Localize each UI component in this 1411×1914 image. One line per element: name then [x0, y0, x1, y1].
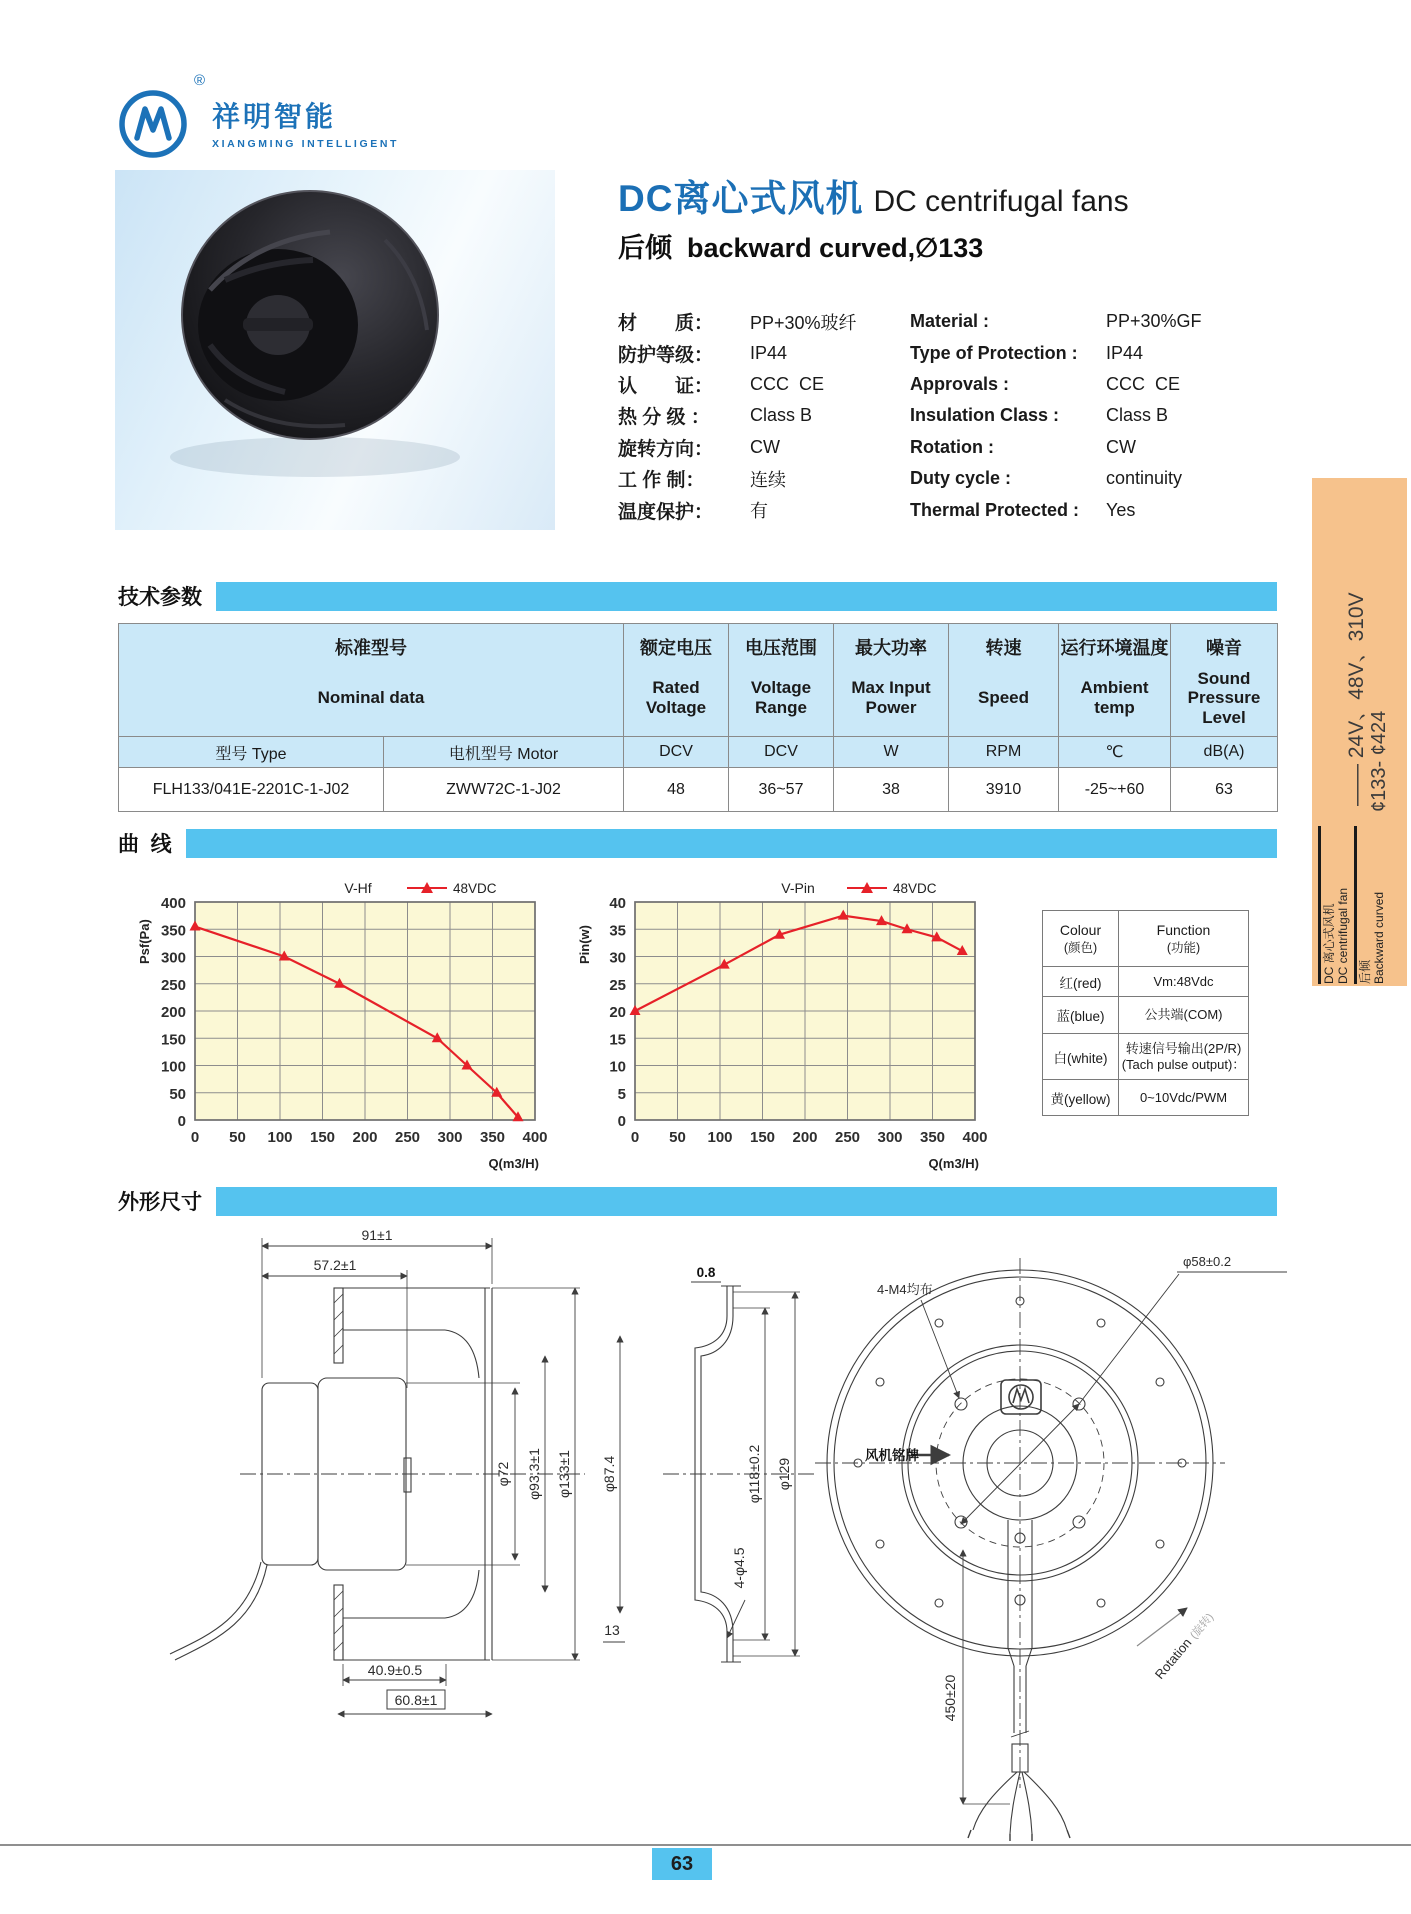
svg-text:35: 35 [609, 922, 626, 940]
cell-rated-voltage: 48 [624, 768, 729, 812]
svg-text:5: 5 [617, 1085, 626, 1103]
brand-name-cn: 祥明智能 [212, 100, 337, 132]
dim-dia-out: φ129 [776, 1457, 792, 1491]
brand-logo [112, 72, 412, 172]
dim-dia-bolt-circle: φ118±0.2 [746, 1444, 762, 1504]
svg-text:250: 250 [834, 1129, 861, 1146]
chart-v-hf [118, 872, 568, 1177]
svg-text:200: 200 [792, 1129, 818, 1146]
svg-text:100: 100 [160, 1058, 186, 1076]
dim-width-1: 40.9±0.5 [367, 1662, 423, 1678]
cell-noise: 63 [1171, 768, 1278, 812]
wire-row-red: 红(red) Vm:48Vdc [1043, 967, 1249, 997]
svg-text:Psf(Pa): Psf(Pa) [137, 919, 152, 964]
wire-table-header: Colour (颜色) Function (功能) [1043, 911, 1249, 967]
spec-list-cn [618, 306, 908, 526]
spec-row: 认 证： CCC CE [618, 373, 825, 397]
wire-colour-function-table [1042, 910, 1249, 1116]
svg-text:150: 150 [160, 1031, 186, 1049]
spec-row: 工 作 制： 连续 [618, 469, 786, 492]
fan-image [115, 170, 555, 530]
svg-text:50: 50 [169, 1085, 186, 1103]
cell-type: FLH133/041E-2201C-1-J02 [119, 768, 384, 812]
section-bar [216, 1187, 1277, 1216]
spec-row: 防护等级： IP44 [618, 342, 788, 366]
table-row [119, 768, 1278, 812]
svg-text:0: 0 [630, 1129, 640, 1146]
spec-row: Insulation Class : Class B [910, 405, 1169, 426]
section-bar [186, 829, 1277, 858]
section-curves: 曲 线 [118, 828, 1277, 858]
dim-dia-mid: φ93.3±1 [526, 1448, 542, 1500]
unit-row: 型号 Type 电机型号 Motor DCV DCV W RPM ℃ dB(A) [119, 737, 1278, 768]
registered-mark: ® [194, 72, 206, 89]
svg-text:48VDC: 48VDC [453, 881, 497, 896]
svg-text:0: 0 [190, 1129, 200, 1146]
chart-v-pin [558, 872, 1008, 1177]
svg-text:0: 0 [617, 1113, 626, 1130]
spec-row: 旋转方向： CW [618, 436, 780, 460]
wire-row-yellow: 黄(yellow) 0~10Vdc/PWM [1043, 1080, 1249, 1116]
spec-row: Type of Protection : IP44 [910, 342, 1144, 363]
page-title-cn: DC离心式风机 [618, 178, 864, 219]
spec-row: Duty cycle : continuity [910, 468, 1183, 489]
spec-row: 温度保护： 有 [618, 501, 768, 523]
svg-text:10: 10 [609, 1058, 626, 1076]
svg-text:400: 400 [160, 895, 186, 912]
cell-voltage-range: 36~57 [729, 768, 834, 812]
technical-parameters-table [118, 623, 1278, 812]
dim-thickness: 0.8 [696, 1265, 716, 1280]
title-block [618, 168, 1298, 265]
subtitle-en: backward curved,∅133 [687, 233, 984, 263]
svg-text:25: 25 [609, 976, 626, 994]
col-sound-pressure: 噪音 Sound Pressure Level [1171, 624, 1278, 737]
page-number-badge: 63 [652, 1848, 712, 1880]
side-tab-subcategory: 后倾 Backward curved [1354, 826, 1391, 984]
svg-text:V-Hf: V-Hf [344, 880, 372, 896]
dim-dia-hub: φ58±0.2 [1183, 1254, 1232, 1269]
svg-text:350: 350 [160, 922, 186, 940]
label-nameplate: 风机铭牌 [865, 1448, 919, 1463]
spec-row: Approvals : CCC CE [910, 373, 1181, 394]
col-max-input-power: 最大功率 Max Input Power [834, 624, 949, 737]
svg-text:150: 150 [309, 1129, 336, 1146]
svg-text:200: 200 [160, 1004, 186, 1021]
col-rated-voltage: 额定电压 Rated Voltage [624, 624, 729, 737]
svg-text:Q(m3/H): Q(m3/H) [928, 1156, 979, 1171]
dim-dia-outer: φ133±1 [556, 1450, 572, 1498]
col-ambient-temp: 运行环境温度 Ambient temp [1059, 624, 1171, 737]
spec-row: Rotation : CW [910, 436, 1136, 457]
dim-holes: 4-φ4.5 [731, 1547, 747, 1589]
svg-text:150: 150 [749, 1129, 776, 1146]
side-tab-category: DC 离心式风机 DC centrifugal fan [1318, 826, 1355, 984]
product-photo [115, 170, 555, 530]
svg-text:350: 350 [919, 1129, 946, 1146]
svg-text:V-Pin: V-Pin [781, 880, 815, 896]
side-tab-diameters: ¢133- ¢424 [1368, 710, 1390, 812]
svg-text:400: 400 [522, 1129, 548, 1146]
col-voltage-range: 电压范围 Voltage Range [729, 624, 834, 737]
svg-text:250: 250 [394, 1129, 421, 1146]
svg-text:350: 350 [479, 1129, 506, 1146]
svg-text:Pin(w): Pin(w) [577, 925, 592, 964]
subtitle-cn: 后倾 [618, 233, 672, 263]
svg-text:50: 50 [669, 1129, 686, 1146]
spec-row: 热 分 级 ： Class B [618, 405, 813, 429]
dim-width-2: 60.8±1 [394, 1692, 438, 1708]
cell-max-power: 38 [834, 768, 949, 812]
svg-text:48VDC: 48VDC [893, 881, 937, 896]
label-rotation: Rotation (旋转) [1151, 1611, 1217, 1682]
dim-dia-inner: φ87.4 [601, 1455, 617, 1493]
dim-depth-motor: 57.2±1 [313, 1257, 357, 1273]
wire-row-white: 白(white) 转速信号输出(2P/R) (Tach pulse output)： [1043, 1034, 1249, 1080]
dim-dia-motor: φ72 [495, 1461, 511, 1487]
logo-mark-icon [112, 76, 198, 168]
svg-text:20: 20 [609, 1004, 626, 1021]
footer-rule [0, 1844, 1411, 1846]
svg-text:200: 200 [352, 1129, 378, 1146]
col-nominal-data: 标准型号 Nominal data [119, 624, 624, 737]
spec-row: 材 质： PP+30%玻纤 [618, 312, 857, 335]
brand-name-en: XIANGMING INTELLIGENT [212, 137, 400, 150]
svg-text:100: 100 [267, 1129, 293, 1146]
col-speed: 转速 Speed [949, 624, 1059, 737]
section-technical-parameters: 技术参数 [118, 581, 1277, 611]
svg-text:0: 0 [177, 1113, 186, 1130]
svg-text:Q(m3/H): Q(m3/H) [488, 1156, 539, 1171]
side-tab-voltages: —— 24V、48V、310V [1345, 592, 1368, 806]
label-bolts: 4-M4均布 [877, 1282, 933, 1297]
dimension-drawings [115, 1228, 1305, 1842]
dim-depth-total: 91±1 [361, 1228, 393, 1243]
spec-list-en [910, 306, 1300, 526]
spec-row: Thermal Protected : Yes [910, 499, 1136, 520]
wire-row-blue: 蓝(blue) 公共端(COM) [1043, 997, 1249, 1034]
svg-text:300: 300 [160, 949, 186, 967]
dim-13: 13 [604, 1622, 620, 1638]
svg-text:400: 400 [962, 1129, 988, 1146]
dim-cable-length: 450±20 [942, 1674, 958, 1722]
section-bar [216, 582, 1277, 611]
svg-text:15: 15 [609, 1031, 626, 1049]
cell-motor: ZWW72C-1-J02 [384, 768, 624, 812]
cell-speed: 3910 [949, 768, 1059, 812]
svg-text:300: 300 [877, 1129, 903, 1146]
svg-text:250: 250 [160, 976, 186, 994]
svg-text:300: 300 [437, 1129, 463, 1146]
spec-row: Material : PP+30%GF [910, 311, 1202, 332]
svg-text:30: 30 [609, 949, 626, 967]
page-title-en: DC centrifugal fans [873, 185, 1129, 218]
svg-text:40: 40 [609, 895, 626, 912]
cell-ambient-temp: -25~+60 [1059, 768, 1171, 812]
section-outline-dimensions: 外形尺寸 [118, 1186, 1277, 1216]
svg-text:50: 50 [229, 1129, 246, 1146]
svg-text:100: 100 [707, 1129, 733, 1146]
